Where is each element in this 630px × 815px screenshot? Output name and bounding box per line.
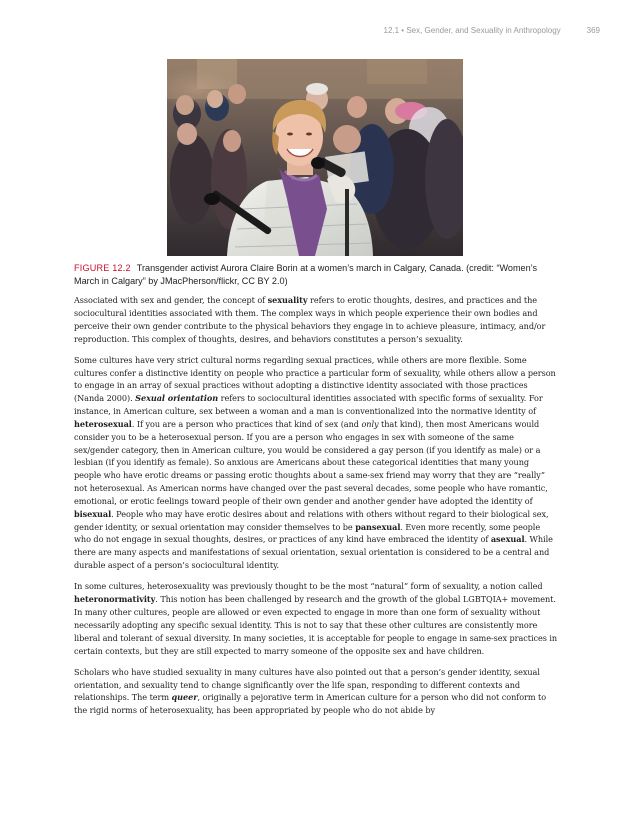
term-pansexual: pansexual <box>355 521 401 532</box>
running-head <box>384 26 601 35</box>
march-photo <box>167 59 463 256</box>
term-asexual: asexual <box>490 534 525 545</box>
term-sexual-orientation: Sexual orientation <box>135 393 219 404</box>
term-sexuality: sexuality <box>267 295 308 305</box>
term-heterosexual: heterosexual <box>74 418 132 429</box>
figure-label: FIGURE 12.2 <box>74 263 131 273</box>
paragraph-sexual-orientation: Some cultures have very strict cultural norms regarding sexual practices, while others are more flexible. Some cultures confer a distinctive identity on people who practice a particular form of sexuality, while others allow a person to engage in an array of sexual practices without adopting a distinctive identity associated with those practices (Nanda 2000). Sexual orientation refers to sociocultural identities associated with specific forms of sexuality. For instance, in American culture, sex between a woman and a man is conventionalized into the normative identity of heterosexual. If you are a person who practices that kind of sex (and only that kind), then most Americans would consider you to be a heterosexual person. If you are a person who engages in sex with someone of the same sex/gender category, then in American culture, you would be considered a gay person (if you identify as male) or a lesbian (if you identify as female). So anxious are Americans about these categorical identities that many young people who have erotic dreams or passing erotic thoughts about a same-sex friend may worry that they are “really” not heterosexual. As American norms have changed over the past several decades, some people who have romantic, emotional, or erotic feelings toward people of their own gender and another gender have adopted the identity of bisexual. People who may have erotic desires about and relations with others without regard to their biological sex, gender identity, or sexual orientation may consider themselves to be pansexual. Even more recently, some people who do not engage in sexual thoughts, desires, or practices of any kind have embraced the identity of asexual. While there are many aspects and manifestations of sexual orientation, sexual orientation is considered to be a central and durable aspect of a person’s sociocultural identity. <box>74 354 556 571</box>
emphasis-only: only <box>361 418 379 429</box>
term-heteronormativity: heteronormativity <box>74 594 156 605</box>
figure-photo <box>167 59 463 256</box>
body-text <box>74 294 558 725</box>
paragraph-sexuality-definition: Associated with sex and gender, the concept of sexuality refers to erotic thoughts, desires, and practices and the sociocultural identities associated with them. The complex ways in which people experience their own bodies and perceive their own gender contribute to the physical behaviors they engage in to achieve pleasure, intimacy, and/or reproduction. This complex of thoughts, desires, and behaviors constitutes a person’s sexuality. <box>74 295 546 344</box>
paragraph-heteronormativity: In some cultures, heterosexuality was previously thought to be the most “natural” form of sexuality, a notion called heteronormativity. This notion has been challenged by research and the growth of the global LGBTQIA+ movement. In many other cultures, people are allowed or even expected to engage in more than one form of sexuality without necessarily adopting any specific sexual identity. This is not to say that these other cultures are consistently more liberal and tolerant of sexual diversity. In many societies, it is acceptable for people to engage in same-sex practices in certain contexts, but they are still expected to marry someone of the opposite sex and have children. <box>74 581 558 656</box>
term-queer: queer <box>171 692 198 703</box>
section-title: 12.1 • Sex, Gender, and Sexuality in Anthropology <box>383 26 561 35</box>
paragraph-queer: Scholars who have studied sexuality in many cultures have also pointed out that a person’s gender identity, sexual orientation, and sexuality tend to change significantly over the life span, responding to different contexts and relationships. The term queer, originally a pejorative term in American culture for a person who did not conform to the rigid norms of heterosexuality, has been appropriated by people who do not abide by <box>74 666 547 716</box>
figure-caption-text: Transgender activist Aurora Claire Borin at a women’s march in Calgary, Canada. (credit: “Women’s March in Calgary” by JMacPherson/flickr, CC BY 2.0) <box>74 263 538 286</box>
term-bisexual: bisexual <box>74 508 112 519</box>
page-number: 369 <box>586 26 600 35</box>
figure-caption <box>74 262 560 288</box>
